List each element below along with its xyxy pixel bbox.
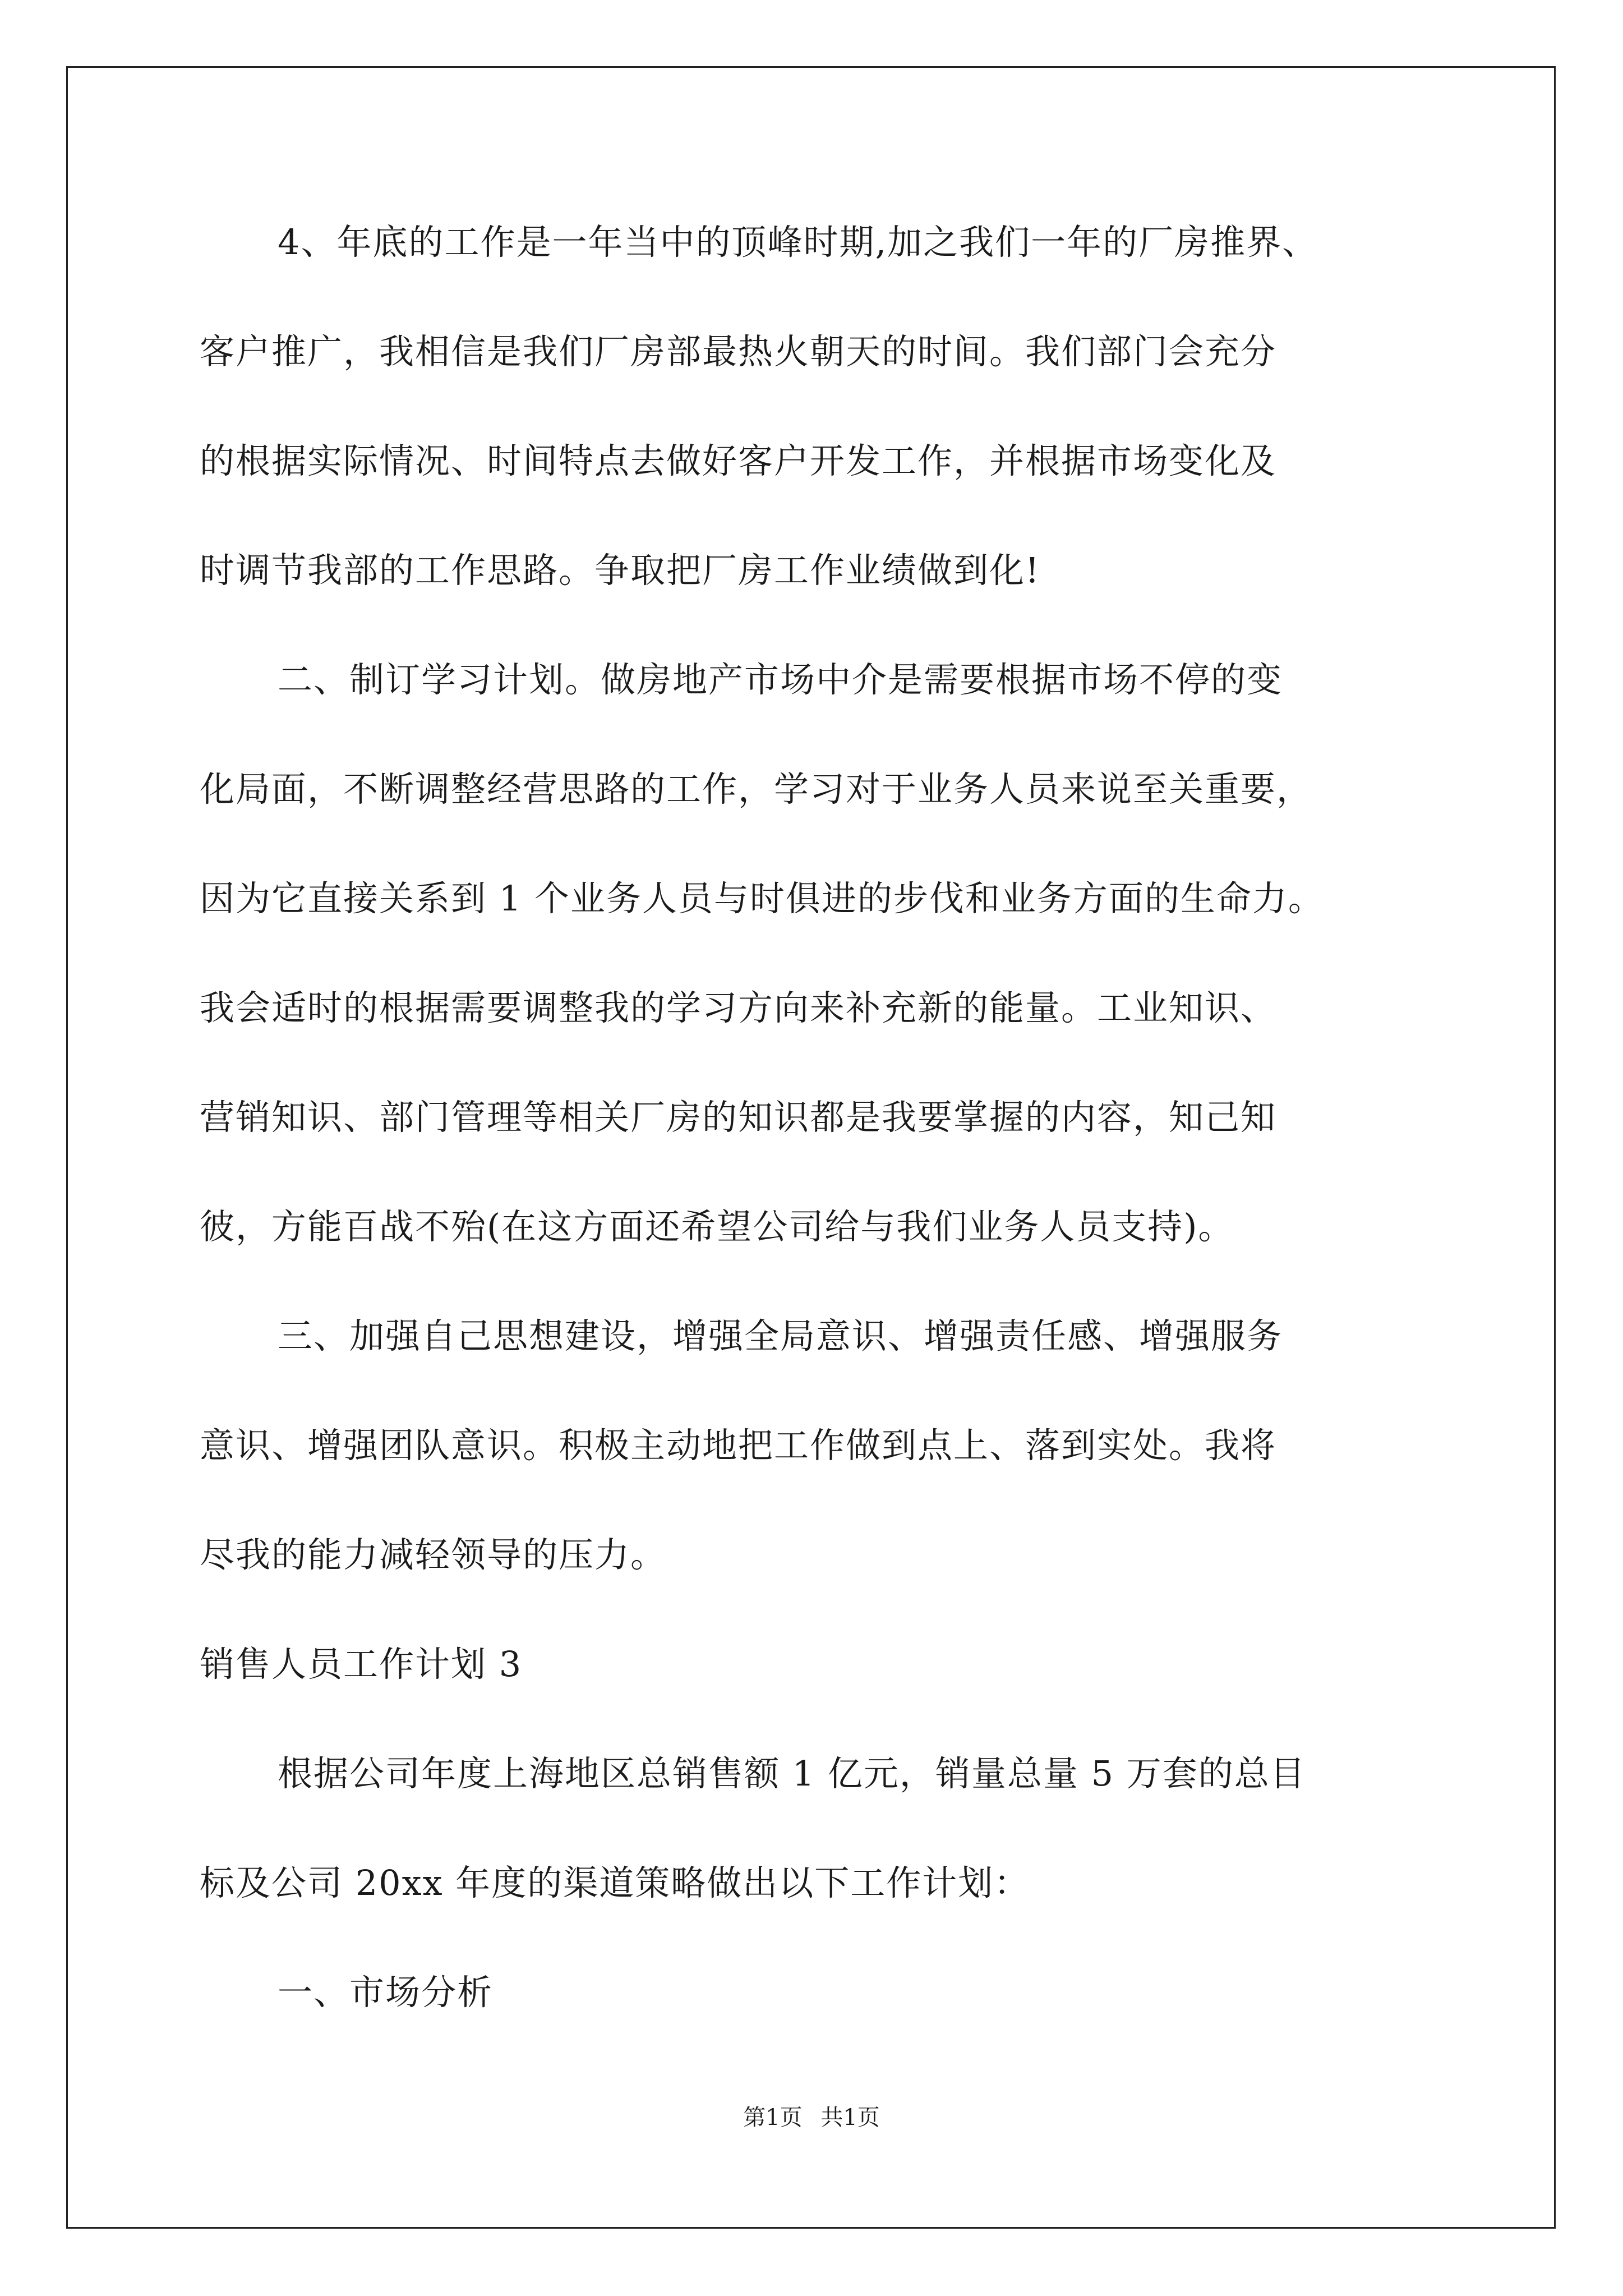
page-number: 第1页 bbox=[743, 2105, 803, 2131]
paragraph-line: 4、年底的工作是一年当中的顶峰时期,加之我们一年的厂房推界、 bbox=[278, 222, 1318, 263]
section-heading: 销售人员工作计划 3 bbox=[200, 1644, 523, 1685]
paragraph-line: 三、加强自己思想建设，增强全局意识、增强责任感、增强服务 bbox=[278, 1315, 1283, 1356]
paragraph-line: 客户推广，我相信是我们厂房部最热火朝天的时间。我们部门会充分 bbox=[200, 331, 1277, 372]
page-footer bbox=[0, 2104, 1623, 2132]
paragraph-line: 因为它直接关系到 1 个业务人员与时俱进的步伐和业务方面的生命力。 bbox=[200, 878, 1324, 919]
subsection-heading: 一、市场分析 bbox=[278, 1972, 494, 2013]
paragraph-line: 尽我的能力减轻领导的压力。 bbox=[200, 1534, 667, 1575]
paragraph-line: 意识、增强团队意识。积极主动地把工作做到点上、落到实处。我将 bbox=[200, 1425, 1277, 1466]
paragraph-line: 营销知识、部门管理等相关厂房的知识都是我要掌握的内容，知己知 bbox=[200, 1097, 1277, 1138]
paragraph-line: 我会适时的根据需要调整我的学习方向来补充新的能量。工业知识、 bbox=[200, 987, 1277, 1028]
paragraph-line: 彼，方能百战不殆(在这方面还希望公司给与我们业务人员支持)。 bbox=[200, 1206, 1234, 1247]
paragraph-line: 时调节我部的工作思路。争取把厂房工作业绩做到化! bbox=[200, 550, 1040, 591]
paragraph-line: 标及公司 20xx 年度的渠道策略做出以下工作计划： bbox=[200, 1862, 1030, 1903]
paragraph-line: 化局面，不断调整经营思路的工作，学习对于业务人员来说至关重要， bbox=[200, 769, 1313, 809]
paragraph-line: 的根据实际情况、时间特点去做好客户开发工作，并根据市场变化及 bbox=[200, 440, 1277, 481]
paragraph-line: 二、制订学习计划。做房地产市场中介是需要根据市场不停的变 bbox=[278, 659, 1283, 700]
paragraph-line: 根据公司年度上海地区总销售额 1 亿元，销量总量 5 万套的总目 bbox=[278, 1753, 1306, 1794]
page-total: 共1页 bbox=[820, 2105, 880, 2131]
